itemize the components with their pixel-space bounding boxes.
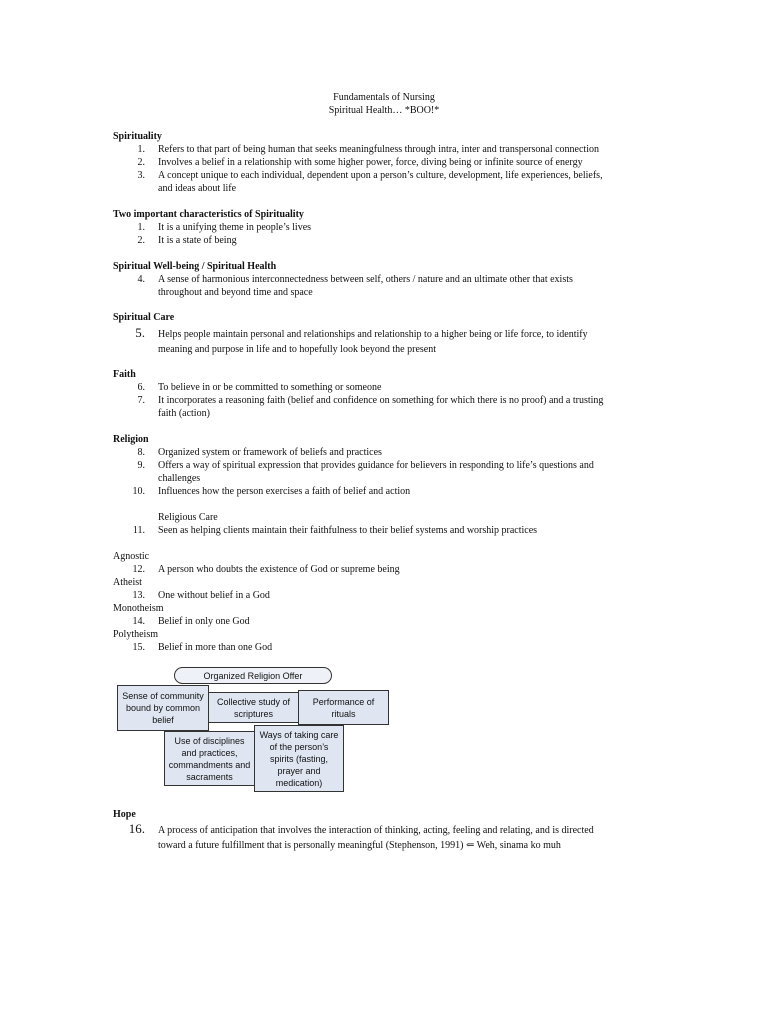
term-label-atheist: Atheist <box>113 577 142 588</box>
diagram-title-node: Organized Religion Offer <box>174 667 332 684</box>
list-number: 14. <box>132 616 145 627</box>
list-number: 5. <box>135 325 145 340</box>
subheading-religious-care: Religious Care <box>158 512 218 523</box>
list-item-text: Helps people maintain personal and relationships and relationship to a higher being or life force, to identify <box>158 329 588 340</box>
term-label-polytheism: Polytheism <box>113 629 159 640</box>
section-heading-characteristics: Two important characteristics of Spirituality <box>113 209 304 220</box>
list-item-text: Belief in more than one God <box>158 642 273 653</box>
list-item-text: Belief in only one God <box>158 616 250 627</box>
list-item-text-continued: challenges <box>158 473 201 484</box>
list-item-text: Organized system or framework of beliefs and practices <box>158 447 382 458</box>
list-item-text: To believe in or be committed to something or someone <box>158 382 382 393</box>
list-item-text: A person who doubts the existence of God or supreme being <box>158 564 400 575</box>
diagram-node-rituals: Performance of rituals <box>298 690 389 725</box>
section-heading-spirituality: Spirituality <box>113 131 162 142</box>
term-label-monotheism: Monotheism <box>113 603 164 614</box>
list-number: 12. <box>132 564 145 575</box>
list-number: 4. <box>137 274 145 285</box>
list-item-text-continued: meaning and purpose in life and to hopefully look beyond the present <box>158 344 436 355</box>
list-number: 11. <box>132 525 145 536</box>
list-number: 15. <box>132 642 145 653</box>
list-item-text: A process of anticipation that involves the interaction of thinking, acting, feeling and relating, and is directed <box>158 825 594 836</box>
list-item-text: A concept unique to each individual, dependent upon a person’s culture, development, life experiences, beliefs, <box>158 170 603 181</box>
diagram-node-spiritual-care: Ways of taking care of the person’s spirits (fasting, prayer and medication) <box>254 725 344 792</box>
list-item-text: Involves a belief in a relationship with some higher power, force, diving being or infinite source of energy <box>158 157 583 168</box>
section-heading-hope: Hope <box>113 809 136 820</box>
list-item-text-continued: faith (action) <box>158 408 210 419</box>
list-number: 2. <box>137 157 145 168</box>
list-number: 10. <box>132 486 145 497</box>
list-item-text: It is a unifying theme in people’s lives <box>158 222 312 233</box>
list-number: 1. <box>137 222 145 233</box>
list-number: 2. <box>137 235 145 246</box>
list-number: 7. <box>137 395 145 406</box>
list-item-text: Seen as helping clients maintain their faithfulness to their belief systems and worship practices <box>158 525 538 536</box>
list-item-text: Refers to that part of being human that seeks meaningfulness through intra, inter and transpersonal connection <box>158 144 599 155</box>
list-item-text-continued: toward a future fulfillment that is personally meaningful (Stephenson, 1991) ⇐ Weh, sinama ko muh <box>158 840 561 851</box>
document-course-title: Fundamentals of Nursing <box>333 92 435 103</box>
list-item-text-continued: and ideas about life <box>158 183 237 194</box>
list-number: 16. <box>128 821 145 836</box>
list-item-text: A sense of harmonious interconnectedness between self, others / nature and an ultimate other that exists <box>158 274 573 285</box>
list-item-text: It incorporates a reasoning faith (belief and confidence on something for which there is no proof) and a trusting <box>158 395 604 406</box>
list-number: 13. <box>132 590 145 601</box>
diagram-node-disciplines: Use of disciplines and practices, commandments and sacraments <box>164 731 255 786</box>
section-heading-spiritual-care: Spiritual Care <box>113 312 175 323</box>
list-item-text-continued: throughout and beyond time and space <box>158 287 313 298</box>
list-number: 1. <box>137 144 145 155</box>
document-topic-title: Spiritual Health… *BOO!* <box>328 105 440 116</box>
diagram-node-scriptures: Collective study of scriptures <box>208 692 299 723</box>
term-label-agnostic: Agnostic <box>113 551 150 562</box>
list-number: 8. <box>137 447 145 458</box>
diagram-node-community: Sense of community bound by common belief <box>117 685 209 731</box>
section-heading-wellbeing: Spiritual Well-being / Spiritual Health <box>113 261 277 272</box>
list-number: 3. <box>137 170 145 181</box>
section-heading-faith: Faith <box>113 369 136 380</box>
list-item-text: One without belief in a God <box>158 590 270 601</box>
section-heading-religion: Religion <box>113 434 149 445</box>
list-number: 9. <box>137 460 145 471</box>
list-number: 6. <box>137 382 145 393</box>
list-item-text: Offers a way of spiritual expression that provides guidance for believers in responding to life’s questions and <box>158 460 594 471</box>
list-item-text: Influences how the person exercises a faith of belief and action <box>158 486 411 497</box>
list-item-text: It is a state of being <box>158 235 237 246</box>
